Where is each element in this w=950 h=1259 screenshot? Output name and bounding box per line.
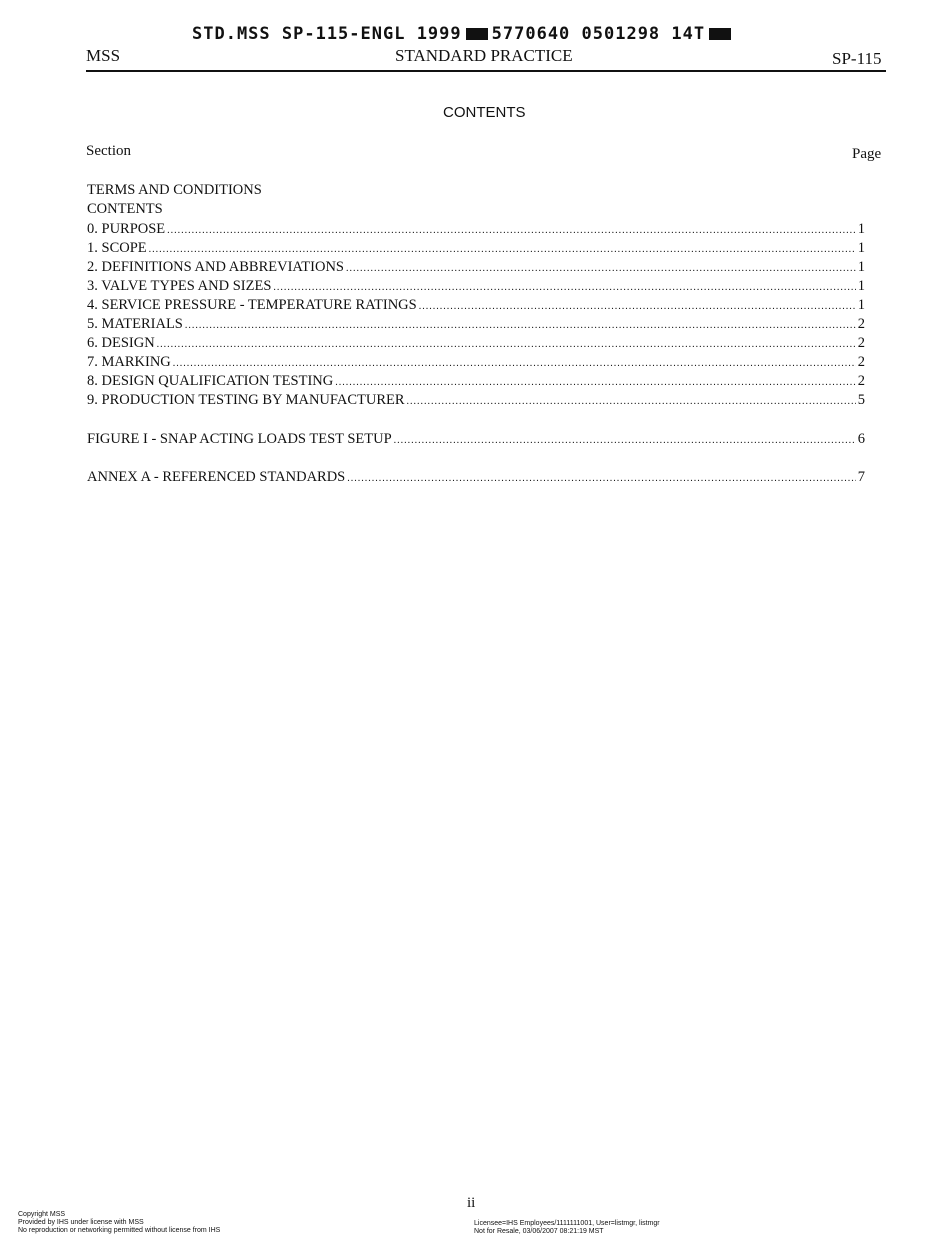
footer-right <box>474 1220 660 1236</box>
toc-entry-title: 1. SCOPE <box>87 240 147 256</box>
footer-line: Not for Resale, 03/06/2007 08:21:19 MST <box>474 1228 604 1235</box>
toc-entry-title: FIGURE I - SNAP ACTING LOADS TEST SETUP <box>87 431 392 447</box>
toc-entry-page: 2 <box>857 354 865 370</box>
page-label: Page <box>852 146 882 162</box>
black-block <box>466 28 488 40</box>
toc-entry <box>87 221 865 238</box>
dot-leader <box>273 282 855 293</box>
toc-entry-page: 2 <box>857 335 865 351</box>
toc-entry <box>87 297 865 314</box>
section-label: Section <box>86 143 131 159</box>
toc-entry-page: 2 <box>857 316 865 332</box>
toc-entry-page: 5 <box>857 392 865 408</box>
toc-entry-page: 1 <box>857 297 865 313</box>
header-org: MSS <box>86 46 121 65</box>
toc-entry-title: CONTENTS <box>87 201 163 217</box>
toc-entry <box>87 240 865 257</box>
dot-leader <box>173 358 856 369</box>
toc-entry-page: 1 <box>857 221 865 237</box>
toc-entry <box>87 431 865 448</box>
code-right: 5770640 0501298 14T <box>491 24 706 44</box>
dot-leader <box>419 301 856 312</box>
toc-entry <box>87 182 865 199</box>
dot-leader <box>346 263 856 274</box>
toc-entry-title: 5. MATERIALS <box>87 316 183 332</box>
dot-leader <box>149 244 856 255</box>
dot-leader <box>157 339 856 350</box>
dot-leader <box>185 320 856 331</box>
dot-leader <box>347 473 856 484</box>
header-doc-number: SP-115 <box>832 49 882 68</box>
toc-entry <box>87 354 865 371</box>
dot-leader <box>335 377 856 388</box>
dot-leader <box>407 396 856 407</box>
toc-entry <box>87 278 865 295</box>
toc-entry <box>87 259 865 276</box>
contents-heading: CONTENTS <box>443 104 526 121</box>
toc-entry-page: 1 <box>857 240 865 256</box>
toc-entry <box>87 335 865 352</box>
toc-entry <box>87 392 865 409</box>
dot-leader <box>394 435 856 446</box>
toc-entry-title: TERMS AND CONDITIONS <box>87 182 262 198</box>
document-code-line <box>192 24 735 44</box>
toc-entry-title: 4. SERVICE PRESSURE - TEMPERATURE RATINGS <box>87 297 417 313</box>
footer-line: Copyright MSS <box>18 1211 66 1218</box>
footer-left <box>18 1211 220 1235</box>
header-title: STANDARD PRACTICE <box>395 46 573 65</box>
header-rule <box>86 70 886 72</box>
toc-entry-title: 9. PRODUCTION TESTING BY MANUFACTURER <box>87 392 405 408</box>
footer-line: Licensee=IHS Employees/1111111001, User=listmgr, listmgr <box>474 1220 660 1227</box>
page-number: ii <box>467 1195 476 1211</box>
toc-entry-title: 0. PURPOSE <box>87 221 166 237</box>
toc-entry-page: 1 <box>857 259 865 275</box>
toc-entry-page: 6 <box>857 431 865 447</box>
footer-line: No reproduction or networking permitted without license from IHS <box>18 1227 221 1234</box>
footer-line: Provided by IHS under license with MSS <box>18 1219 144 1226</box>
toc-entry-page: 2 <box>857 373 865 389</box>
dot-leader <box>167 225 856 236</box>
toc-entry-page: 7 <box>857 469 865 485</box>
toc-entry-title: ANNEX A - REFERENCED STANDARDS <box>87 469 346 485</box>
toc-entry-title: 6. DESIGN <box>87 335 155 351</box>
toc-entry-title: 8. DESIGN QUALIFICATION TESTING <box>87 373 334 389</box>
toc-entry-title: 3. VALVE TYPES AND SIZES <box>87 278 272 294</box>
code-left: STD.MSS SP-115-ENGL 1999 <box>192 24 462 44</box>
black-block <box>709 28 731 40</box>
toc-entry <box>87 201 865 218</box>
toc-entry <box>87 469 865 486</box>
toc-entry <box>87 373 865 390</box>
toc-entry-title: 2. DEFINITIONS AND ABBREVIATIONS <box>87 259 344 275</box>
toc-entry-page: 1 <box>857 278 865 294</box>
toc-entry-title: 7. MARKING <box>87 354 171 370</box>
toc-entry <box>87 316 865 333</box>
